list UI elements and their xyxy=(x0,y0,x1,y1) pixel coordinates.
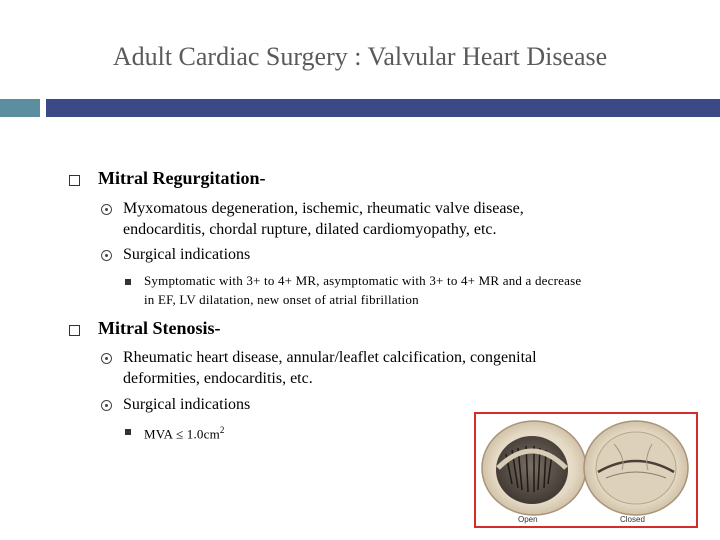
mva-text: MVA ≤ 1.0cm xyxy=(144,426,220,442)
sub-list-item-line: Symptomatic with 3+ to 4+ MR, asymptomatic with 3+ to 4+ MR and a decrease xyxy=(144,273,582,288)
list-item: Surgical indications xyxy=(123,396,251,413)
sub-list-item xyxy=(144,421,225,443)
superscript: 2 xyxy=(219,425,225,435)
mitral-valve-illustration xyxy=(476,414,696,526)
open-valve xyxy=(482,421,586,515)
section-heading: Mitral Stenosis- xyxy=(98,318,221,338)
square-bullet-icon xyxy=(69,325,80,336)
list-item: Surgical indications xyxy=(123,246,251,263)
list-item-line: endocarditis, chordal rupture, dilated cardiomyopathy, etc. xyxy=(123,221,497,238)
square-bullet-icon xyxy=(69,175,80,186)
sub-list-item xyxy=(144,271,581,309)
list-item-line: deformities, endocarditis, etc. xyxy=(123,370,313,387)
open-caption: Open xyxy=(518,515,538,524)
header-accent-bar-right xyxy=(46,99,720,117)
closed-valve xyxy=(584,421,688,515)
closed-caption: Closed xyxy=(620,515,645,524)
square-bullet-icon xyxy=(125,279,131,285)
circle-bullet-icon xyxy=(101,400,112,411)
circle-bullet-icon xyxy=(101,204,112,215)
section-heading: Mitral Regurgitation- xyxy=(98,168,266,188)
circle-bullet-icon xyxy=(101,353,112,364)
square-bullet-icon xyxy=(125,429,131,435)
sub-list-item-line: in EF, LV dilatation, new onset of atrial fibrillation xyxy=(144,292,419,307)
circle-bullet-icon xyxy=(101,250,112,261)
list-item-line: Rheumatic heart disease, annular/leaflet calcification, congenital xyxy=(123,349,537,366)
list-item xyxy=(123,347,537,389)
list-item xyxy=(123,198,524,240)
header-accent-bar-left xyxy=(0,99,40,117)
list-item-line: Myxomatous degeneration, ischemic, rheumatic valve disease, xyxy=(123,200,524,217)
slide-title: Adult Cardiac Surgery : Valvular Heart Disease xyxy=(112,42,608,71)
mitral-valve-figure xyxy=(474,412,698,528)
